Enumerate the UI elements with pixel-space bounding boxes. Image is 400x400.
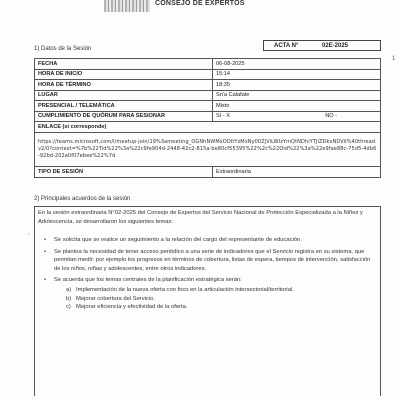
sub-list-item bbox=[66, 295, 376, 304]
quorum-label: CUMPLIMIENTO DE QUÓRUM PARA SESIONAR bbox=[35, 111, 213, 122]
row-value: Mixto bbox=[213, 101, 381, 112]
sub-bullet: a) bbox=[66, 286, 72, 293]
row-label: HORA DE INICIO bbox=[35, 69, 213, 80]
meeting-link[interactable]: https://teams.microsoft.com/l/meetup-join/19%3ameeting_OGNhNWMxODItYzMxNy00ZjViLWIzYmQtNDhiYTJiZDkxNDViI%40thread.v2/0?context=%7b%22Tid%22%3a%22c9fe904d-2448-42c2-815a-be80cf55395%22%2c%22Oid%22%3a%22e9fae88c-75d5-4db6-92bd-202a0f07ebee%22%7d bbox=[35, 133, 381, 167]
enlace-link-row bbox=[35, 133, 381, 167]
enlace-label-row bbox=[35, 122, 381, 133]
row-label: LUGAR bbox=[35, 90, 213, 101]
header-title: CONSEJO DE EXPERTOS bbox=[155, 0, 245, 7]
list-item-text: Se acuerda que los temas centrales de la planificación estratégica serán: bbox=[54, 277, 242, 284]
section-1-title: 1) Datos de la Sesión bbox=[34, 46, 92, 52]
list-item bbox=[44, 236, 376, 245]
bullet-icon: • bbox=[44, 277, 47, 284]
table-row bbox=[35, 59, 381, 70]
list-item bbox=[44, 276, 376, 311]
row-value: 15:14 bbox=[213, 69, 381, 80]
quorum-yes: SI - X bbox=[216, 113, 230, 120]
list-item bbox=[44, 248, 376, 274]
table-row bbox=[35, 80, 381, 91]
tipo-label: TIPO DE SESIÓN bbox=[35, 167, 213, 178]
list-item-text: Se solicita que se realice un seguimiento a la relación del cargo del representante de educación. bbox=[54, 237, 302, 243]
sub-list-item-text: Mejorar cobertura del Servicio. bbox=[76, 295, 155, 302]
agreements-intro: En la sesión extraordinaria N°02-2025 del Consejo de Expertos del Servicio Nacional de Protección Especializada a la Niñez y Adolescencia, se desarrollaron los siguientes temas: bbox=[38, 210, 363, 225]
margin-mark: , bbox=[28, 230, 30, 236]
sub-list-item bbox=[66, 286, 376, 295]
table-row bbox=[35, 101, 381, 112]
quorum-options bbox=[213, 111, 381, 122]
acta-number-box bbox=[263, 40, 381, 51]
enlace-label: ENLACE (si corresponde) bbox=[35, 122, 381, 133]
acta-label: ACTA N° bbox=[274, 42, 299, 49]
tipo-value: Extraordinaria bbox=[213, 167, 381, 178]
quorum-row bbox=[35, 111, 381, 122]
sub-bullet: b) bbox=[66, 295, 72, 302]
row-label: FECHA bbox=[35, 59, 213, 70]
bullet-icon: • bbox=[44, 237, 47, 243]
list-item-text: Se plantea la necesidad de tener acceso periódico a una serie de indicadores que el Servicio registra en su sistema, que permitan medir: por ejemplo los progresos en términos de cobertura, listas de espera, tiempos de intervención, satisfacción de los niños, niñas y adolescentes, entre otros indicadores. bbox=[54, 248, 371, 272]
row-value: 06-08-2025 bbox=[213, 59, 381, 70]
table-row bbox=[35, 90, 381, 101]
row-value: Sn'a Calafate bbox=[213, 90, 381, 101]
table-row bbox=[35, 69, 381, 80]
sub-list-item-text: Mejorar eficiencia y efectividad de la oferta. bbox=[76, 304, 188, 311]
acta-value: 02E-2025 bbox=[322, 42, 349, 49]
bullet-icon: • bbox=[44, 248, 47, 255]
row-label: HORA DE TÉRMINO bbox=[35, 80, 213, 91]
row-label: PRESENCIAL / TELEMÁTICA bbox=[35, 101, 213, 112]
edge-mark: 1 bbox=[392, 56, 396, 62]
agreements-list bbox=[44, 236, 376, 315]
quorum-no: NO - bbox=[325, 113, 337, 120]
row-value: 18:35 bbox=[213, 80, 381, 91]
institution-logo bbox=[104, 0, 150, 12]
sub-list-item-text: Implementación de la nueva oferta con foco en la articulación intersectorial/territorial. bbox=[76, 286, 294, 293]
tipo-row bbox=[35, 167, 381, 178]
section-2-title: 2) Principales acuerdos de la sesión bbox=[34, 196, 131, 202]
sub-bullet: c) bbox=[66, 304, 71, 311]
planning-topics-list bbox=[54, 286, 376, 312]
sub-list-item bbox=[66, 303, 376, 312]
session-data-table bbox=[34, 58, 381, 178]
